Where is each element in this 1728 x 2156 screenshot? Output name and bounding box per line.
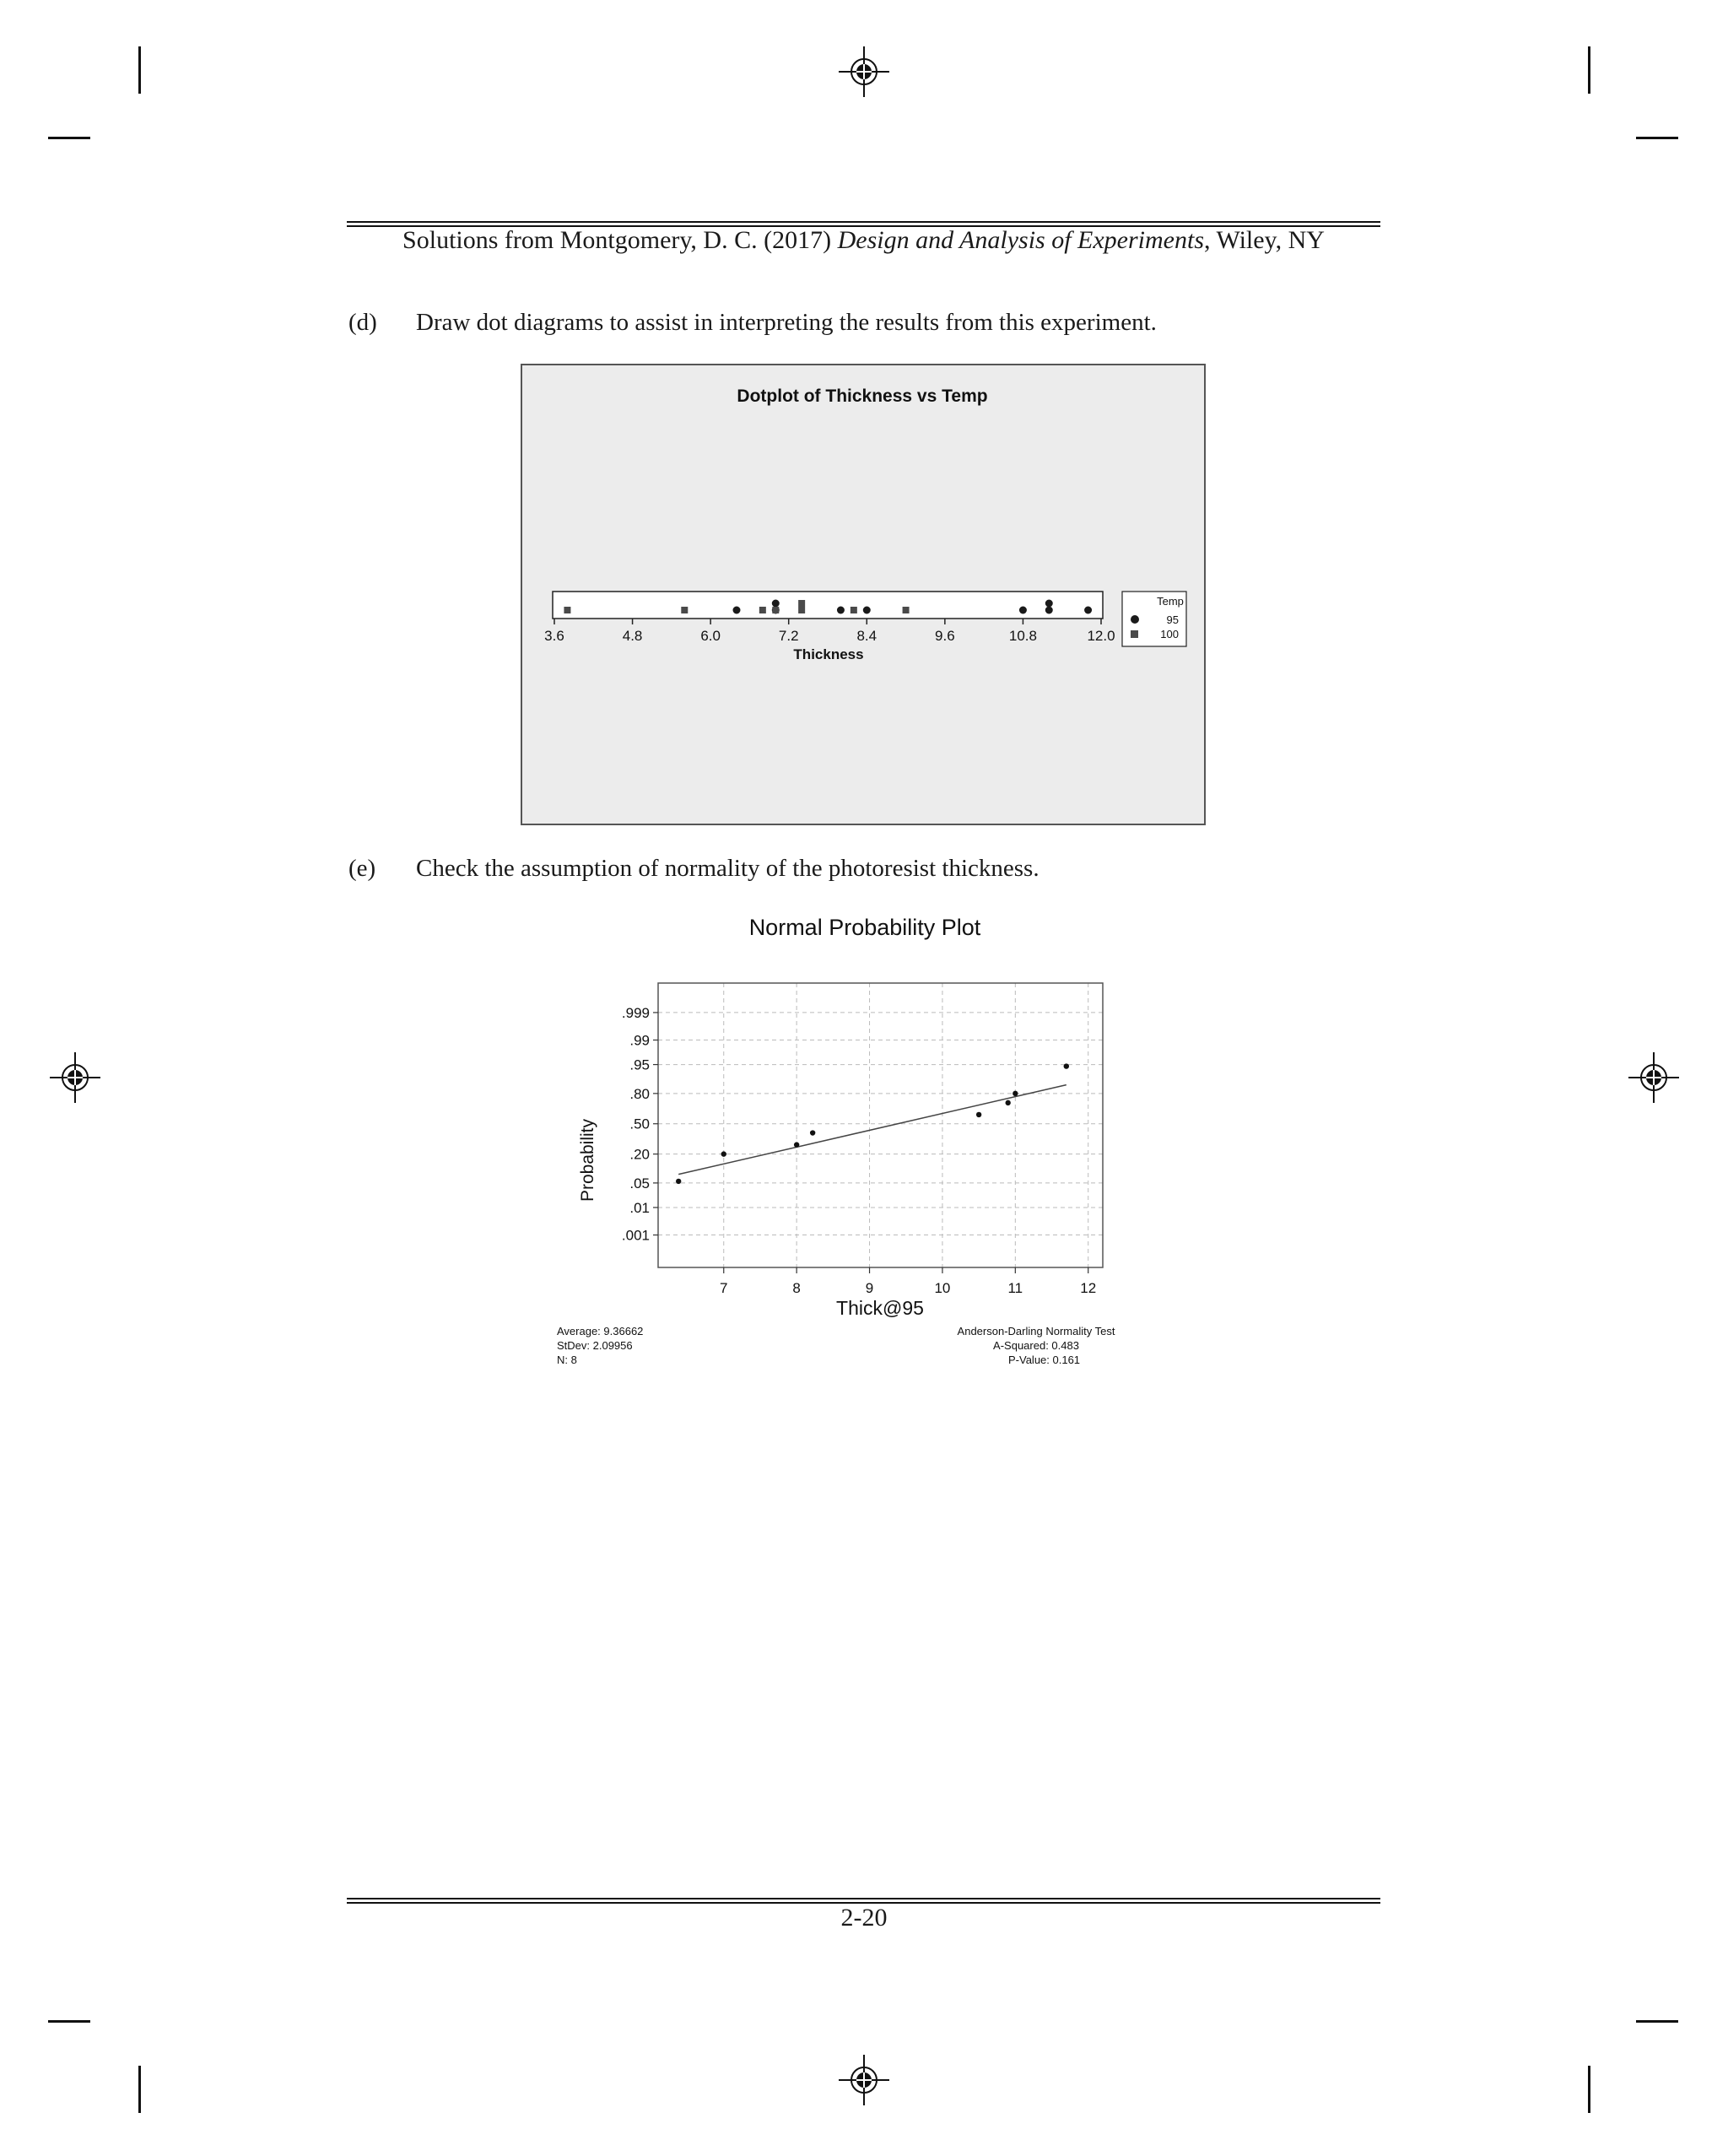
crop-mark <box>1588 2066 1590 2113</box>
npp-x-tick-label: 8 <box>792 1280 801 1296</box>
npp-data-point <box>721 1151 726 1156</box>
crop-mark <box>1636 2020 1678 2023</box>
dotplot-x-tick-label: 8.4 <box>856 628 878 644</box>
legend-title: Temp <box>1157 595 1184 608</box>
npp-y-tick-label: .80 <box>629 1085 650 1102</box>
npp-y-tick-label: .20 <box>629 1146 650 1163</box>
npp-stat-left: N: 8 <box>557 1354 577 1366</box>
dotplot-point-95 <box>733 607 741 614</box>
crop-mark <box>48 2020 90 2023</box>
npp-stat-left: StDev: 2.09956 <box>557 1339 633 1352</box>
npp-data-point <box>1005 1100 1010 1105</box>
crop-mark <box>1636 137 1678 139</box>
npp-data-point <box>1064 1063 1069 1068</box>
dotplot-point-95 <box>1045 600 1053 608</box>
header-book-title: Design and Analysis of Experiments <box>837 226 1204 254</box>
npp-y-label: Probability <box>578 1118 597 1202</box>
dotplot-chart <box>521 364 1206 825</box>
npp-y-tick-label: .99 <box>629 1032 650 1049</box>
section-d-label: (d) <box>348 309 377 336</box>
dotplot-point-95 <box>1045 607 1053 614</box>
dotplot-title: Dotplot of Thickness vs Temp <box>737 386 988 406</box>
registration-mark-icon <box>1628 1052 1679 1103</box>
dotplot-x-tick-label: 7.2 <box>778 628 799 644</box>
npp-y-tick-label: .999 <box>621 1004 650 1021</box>
npp-stat-right: P-Value: 0.161 <box>1008 1354 1081 1366</box>
npp-title: Normal Probability Plot <box>748 915 981 940</box>
dotplot-point-95 <box>772 600 780 608</box>
npp-x-tick-label: 10 <box>934 1280 951 1296</box>
dotplot-x-label: Thickness <box>793 646 864 662</box>
dotplot-point-100 <box>681 607 688 613</box>
npp-y-tick-label: .01 <box>629 1199 650 1216</box>
npp-stat-right: Anderson-Darling Normality Test <box>957 1325 1115 1337</box>
header-prefix: Solutions from Montgomery, D. C. (2017) <box>402 226 838 254</box>
dotplot-x-tick-label: 10.8 <box>1008 628 1037 644</box>
normal-probability-chart <box>540 907 1148 1380</box>
dotplot-point-100 <box>759 607 766 613</box>
npp-y-tick-label: .50 <box>629 1116 650 1132</box>
dotplot-point-100 <box>798 607 805 613</box>
section-d-text: Draw dot diagrams to assist in interpreting the results from this experiment. <box>416 309 1157 336</box>
npp-plot-area <box>658 983 1103 1267</box>
section-e-label: (e) <box>348 855 376 882</box>
registration-mark-icon <box>50 1052 100 1103</box>
npp-data-point <box>676 1179 681 1184</box>
header-suffix: , Wiley, NY <box>1204 226 1325 254</box>
dotplot-plot-area <box>553 592 1103 619</box>
dotplot-point-100 <box>903 607 910 613</box>
npp-stat-right: A-Squared: 0.483 <box>993 1339 1079 1352</box>
npp-stat-left: Average: 9.36662 <box>557 1325 644 1337</box>
legend-marker-square <box>1131 630 1138 638</box>
dotplot-x-tick-label: 12.0 <box>1087 628 1115 644</box>
dotplot-point-95 <box>863 607 871 614</box>
dotplot-x-tick-label: 3.6 <box>544 628 564 644</box>
dotplot-x-tick-label: 6.0 <box>700 628 721 644</box>
section-e-text: Check the assumption of normality of the photoresist thickness. <box>416 855 1040 882</box>
dotplot-point-100 <box>772 607 779 613</box>
dotplot-point-100 <box>798 600 805 607</box>
npp-x-label: Thick@95 <box>836 1297 924 1319</box>
npp-y-tick-label: .05 <box>629 1175 650 1191</box>
legend-label-100: 100 <box>1160 628 1179 640</box>
legend-marker-circle <box>1131 615 1139 624</box>
dotplot-point-95 <box>1084 607 1092 614</box>
dotplot-point-95 <box>837 607 845 614</box>
dotplot-x-tick-label: 4.8 <box>622 628 643 644</box>
dotplot-point-95 <box>1019 607 1027 614</box>
npp-x-tick-label: 11 <box>1007 1280 1023 1296</box>
npp-data-point <box>810 1130 815 1135</box>
crop-mark <box>1588 46 1590 94</box>
dotplot-point-100 <box>564 607 570 613</box>
crop-mark <box>48 137 90 139</box>
npp-x-tick-label: 9 <box>865 1280 874 1296</box>
npp-data-point <box>794 1142 799 1147</box>
dotplot-point-100 <box>850 607 857 613</box>
header-rule <box>347 221 1380 223</box>
npp-x-tick-label: 12 <box>1080 1280 1097 1296</box>
crop-mark <box>138 46 141 94</box>
npp-y-tick-label: .95 <box>629 1056 650 1073</box>
npp-y-tick-label: .001 <box>621 1227 650 1244</box>
registration-mark-icon <box>839 2055 889 2105</box>
legend-label-95: 95 <box>1166 613 1179 626</box>
page-number: 2-20 <box>840 1904 888 1932</box>
registration-mark-icon <box>839 46 889 97</box>
footer-rule <box>347 1898 1380 1899</box>
dotplot-x-tick-label: 9.6 <box>935 628 955 644</box>
npp-data-point <box>1012 1091 1018 1096</box>
running-header <box>347 226 1380 255</box>
npp-x-tick-label: 7 <box>720 1280 728 1296</box>
npp-data-point <box>976 1112 981 1117</box>
crop-mark <box>138 2066 141 2113</box>
